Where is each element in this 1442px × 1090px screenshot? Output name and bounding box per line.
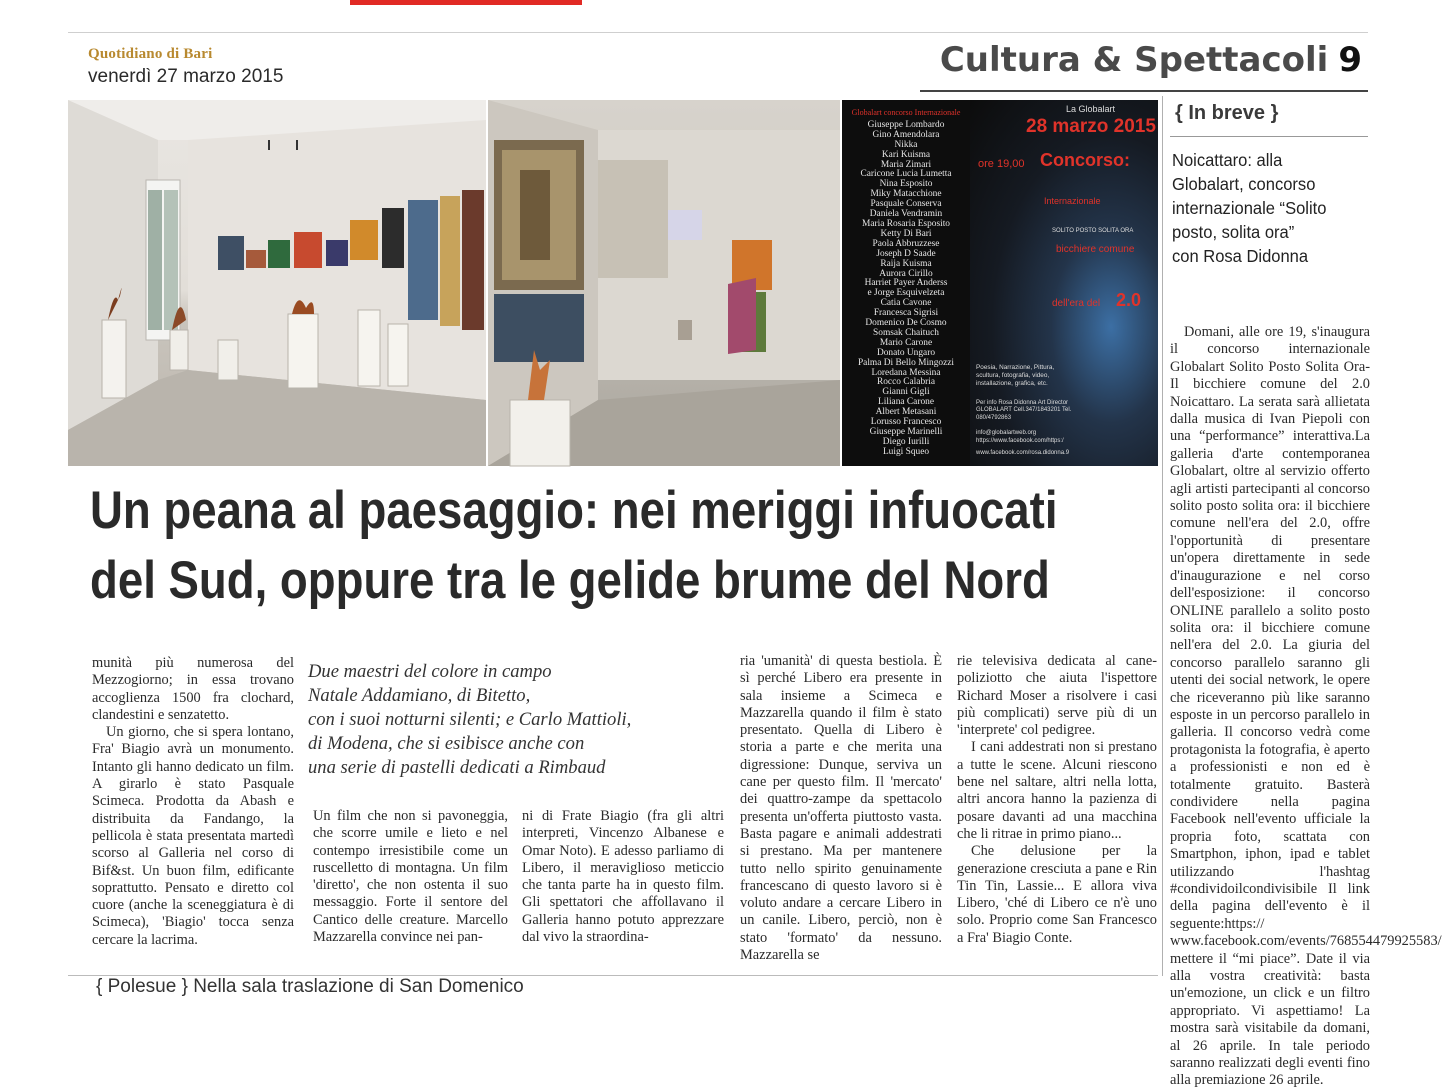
poster-2-0: 2.0	[1116, 290, 1142, 310]
subhead-line: Due maestri del colore in campo	[308, 661, 552, 682]
poster-contest: Concorso:	[1040, 150, 1130, 170]
in-breve-headline-line: con Rosa Didonna	[1172, 246, 1309, 266]
article-paragraph: munità più numerosa del Mezzogiorno; in essa trovano accoglienza 1500 fra clochard, clandestini e senzatetto.	[92, 655, 294, 723]
credit-name: Loredana Messina	[871, 367, 941, 378]
contest-poster-photo	[842, 100, 1158, 466]
credit-name: Diego Iurilli	[882, 436, 930, 447]
credit-name: Harriet Payer Anderss	[864, 278, 948, 289]
article-column-5	[957, 653, 1157, 947]
in-breve-headline-line: internazionale “Solito	[1172, 198, 1327, 218]
credit-name: Liliana Carone	[878, 397, 934, 408]
photo-strip	[68, 100, 1158, 466]
article-paragraph: I cani addestrati non si prestano a tutte le scene. Alcuni riescono bene nel saltare, altri nella lotta, altri ancora hanno la pazienza di posare davanti ad una macchina che li ritrae in primo piano...	[957, 739, 1157, 842]
section-header	[940, 40, 1362, 80]
top-rule	[68, 32, 1368, 33]
subhead-line: una serie di pastelli dedicati a Rimbaud	[308, 757, 606, 778]
in-breve-label: { In breve }	[1175, 102, 1279, 124]
credit-name: Daniela Vendramin	[869, 209, 943, 220]
poster-era: dell'era del	[1052, 298, 1101, 309]
headline-line-1: Un peana al paesaggio: nei meriggi infuocati	[90, 481, 1058, 540]
credit-name: Joseph D Saade	[876, 248, 936, 259]
credit-name: Nikka	[894, 139, 918, 150]
in-breve-headline-line: posto, solita ora”	[1172, 222, 1295, 242]
gallery-photo-1	[68, 100, 486, 466]
in-breve-body: Domani, alle ore 19, s'inaugura il concorso internazionale Globalart Solito Posto Solita Ora- Il bicchiere comune del 2.0 Noicattaro. La serata sarà allietata dalla musica di Ivan Piepoli con una “performance” interattiva.La galleria d'arte contemporanea Globalart, oltre al servizio offerto agli artisti partecipanti al concorso solito posto solita ora: il bicchiere comune nell'era del 2.0, offre l'opportunità di presentare un'opera direttamente in sede d'inaugurazione e nel corso dell'esposizione: il concorso ONLINE parallelo a solito posto solita ora: il bicchiere comune nell'era del 2.0. La giuria del concorso parallelo saranno gli utenti dei social network, le opere che riceveranno più like saranno esposte in un percorso parallelo in galleria. Il concorso vedrà come protagonista la fotografia, è aperto a professionisti e non ed è totalmente gratuito. Basterà condividere nella pagina Facebook nell'evento ufficiale la propria foto, scattata con Smartphon, iphon, ipad e tablet utilizzando l'hashtag #condividoilcondivisibile Il link della pagina dell'evento è il seguente:https:// www.facebook.com/events/768554479925583/ mettere il “mi piace”. Date il via alla vostra creatività: basta un'emozione, un click e un filtro appropriato. Vi aspettiamo! La mostra sarà visitabile da domani, al 26 aprile. In tale periodo saranno realizzati degli eventi fino alla premiazione 26 aprile.	[1170, 324, 1442, 1089]
credit-name: Nina Esposito	[879, 179, 933, 190]
credits-names	[842, 121, 970, 458]
poster-email: info@globalartweb.org	[976, 430, 1037, 436]
credit-name: Gianni Gigli	[882, 387, 930, 398]
page-number: 9	[1338, 40, 1362, 80]
credit-name: Kari Kuisma	[881, 149, 931, 160]
credit-name: Raija Kuisma	[880, 258, 932, 269]
credit-name: Gino Amendolara	[872, 129, 940, 140]
poster-facebook-2: www.facebook.com/rosa.didonna.9	[976, 450, 1070, 456]
credit-name: Lorusso Francesco	[870, 417, 942, 428]
headline-line-2: del Sud, oppure tra le gelide brume del Nord	[90, 551, 1050, 610]
article-headline	[90, 476, 1058, 616]
in-breve-text	[1170, 324, 1442, 1090]
article-paragraph: Un giorno, che si spera lontano, Fra' Biagio avrà un monumento. Intanto gli hanno dedicato un film. A girarlo è stato Pasquale Scimeca. Prodotta da Abash e distribuita da Fandango, la pellicola è stata presentata martedì scorso al Galleria nel corso di Bif&st. Un buon film, edificante soprattutto. Pensato e diretto col cuore (anche la sceneggiatura è di Scimeca), 'Biagio' tocca senza cercare la lacrima.	[92, 724, 294, 948]
subhead-line: di Modena, che si esibisce anche con	[308, 733, 585, 754]
credit-name: Domenico De Cosmo	[865, 318, 947, 329]
poster-solito: SOLITO POSTO SOLITA ORA	[1052, 228, 1134, 234]
in-breve-headline-line: Globalart, concorso	[1172, 174, 1316, 194]
credit-name: Palma Di Bello Mingozzi	[857, 357, 955, 368]
poster-date: 28 marzo 2015	[1026, 116, 1156, 137]
subhead-line: Natale Addamiano, di Bitetto,	[308, 685, 531, 706]
article-paragraph: Che delusione per la generazione cresciuta a pane e Rin Tin Tin, Lassie... E allora viva Libero, 'ché di Libero ce n'è uno solo. Proprio come San Francesco a Fra' Biagio Conte.	[957, 843, 1157, 946]
subhead-line: con i suoi notturni silenti; e Carlo Mattioli,	[308, 709, 632, 730]
credit-name: Luigi Squeo	[882, 446, 930, 457]
poster-bicchiere: bicchiere comune	[1056, 244, 1135, 255]
next-article-teaser: { Polesue } Nella sala traslazione di San Domenico	[96, 976, 524, 997]
article-paragraph: ria 'umanità' di questa bestiola. È sì perché Libero era presente in sala insieme a Scimeca e Mazzarella quando il film è stato presentato. Quella di Libero è storia a parte e che merita una digressione: Dunque, serviva un cane per questo film. Il 'mercato' dei quattro-zampe da spettacolo presenta un'offerta piuttosto vasta. Basta pagare e animali addestrati si prestano. Ma per mantenere tutto nello spirito genuinamente francescano di questo lavoro si è voluto andare a cercare Libero in un canile. Libero, perciò, non è stato 'formato' da nessuno. Mazzarella se	[740, 653, 942, 964]
artists-credit-list	[842, 100, 970, 466]
gallery-photo-2-drawing	[488, 100, 840, 466]
poster-intl: Internazionale	[1044, 196, 1101, 206]
credits-title: Globalart concorso Internazionale	[851, 108, 961, 117]
article-column-4	[740, 653, 942, 964]
credit-name: Pasquale Conserva	[870, 199, 942, 210]
article-column-3	[522, 808, 724, 946]
credit-name: Miky Matacchione	[870, 189, 942, 200]
credit-name: Rocco Calabria	[876, 377, 936, 388]
credit-name: Paola Abbruzzese	[872, 238, 940, 249]
in-breve-rule	[1170, 136, 1368, 137]
article-paragraph: ni di Frate Biagio (fra gli altri interpreti, Vincenzo Albanese e Omar Noto). E adesso parliamo di Libero, il meraviglioso meticcio che tanta parte ha in questo film. Gli spettatori che affollavano il Galleria hanno potuto apprezzare dal vivo la straordina-	[522, 808, 724, 946]
credit-name: Ketty Di Bari	[880, 228, 932, 239]
poster-brand: La Globalart	[1066, 104, 1116, 114]
credit-name: Aurora Cirillo	[879, 268, 933, 279]
article-column-1	[92, 655, 294, 949]
issue-date: venerdì 27 marzo 2015	[88, 66, 284, 87]
section-title: Cultura & Spettacoli	[939, 40, 1329, 80]
credit-name: Maria Zimari	[880, 159, 932, 170]
poster-facebook-1: https://www.facebook.com/https:/	[976, 438, 1064, 444]
in-breve-headline	[1172, 148, 1354, 268]
poster-time: ore 19,00	[978, 158, 1025, 170]
article-paragraph: rie televisiva dedicata al cane-poliziotto che aiuta l'ispettore Richard Moser a risolvere i casi più complicati) serve più di un 'interprete' col pedigree.	[957, 653, 1157, 739]
credit-name: Catia Cavone	[880, 298, 932, 309]
sidebar-divider	[1162, 96, 1163, 976]
credit-name: Giuseppe Marinelli	[869, 427, 943, 437]
credit-name: e Jorge Esquivelzeta	[867, 288, 945, 299]
gallery-photo-2	[488, 100, 840, 466]
credit-name: Francesca Sigrisi	[873, 308, 939, 319]
credit-name: Albert Metasani	[875, 407, 937, 418]
credit-name: Somsak Chaituch	[873, 327, 939, 338]
credit-name: Donato Ungaro	[876, 347, 936, 358]
credit-name: Mario Carone	[879, 337, 933, 348]
gallery-photo-1-drawing	[68, 100, 486, 466]
poster-description: Poesia, Narrazione, Pittura, scultura, fotografia, video, installazione, grafica, etc.	[976, 364, 1055, 387]
credit-name: Giuseppe Lombardo	[867, 119, 945, 130]
newspaper-name: Quotidiano di Bari	[88, 46, 213, 62]
contest-poster	[970, 100, 1158, 466]
poster-info: Per info Rosa Didonna Art Director GLOBALART Cell.347/1843201 Tel. 080/4792863	[976, 400, 1072, 421]
section-rule	[920, 90, 1368, 92]
in-breve-headline-line: Noicattaro: alla	[1172, 150, 1283, 170]
credit-name: Maria Rosaria Esposito	[861, 218, 950, 229]
top-red-bar	[350, 0, 582, 5]
article-column-2	[313, 808, 508, 946]
credit-name: Caricone Lucia Lumetta	[860, 169, 952, 180]
article-paragraph: Un film che non si pavoneggia, che scorre umile e lieto e nel contempo irresistibile come un ruscelletto di montagna. Un film 'diretto', che non ostenta il suo messaggio. Forte il sentore del Cantico delle creature. Marcello Mazzarella convince nei pan-	[313, 808, 508, 946]
article-subhead	[308, 660, 708, 780]
